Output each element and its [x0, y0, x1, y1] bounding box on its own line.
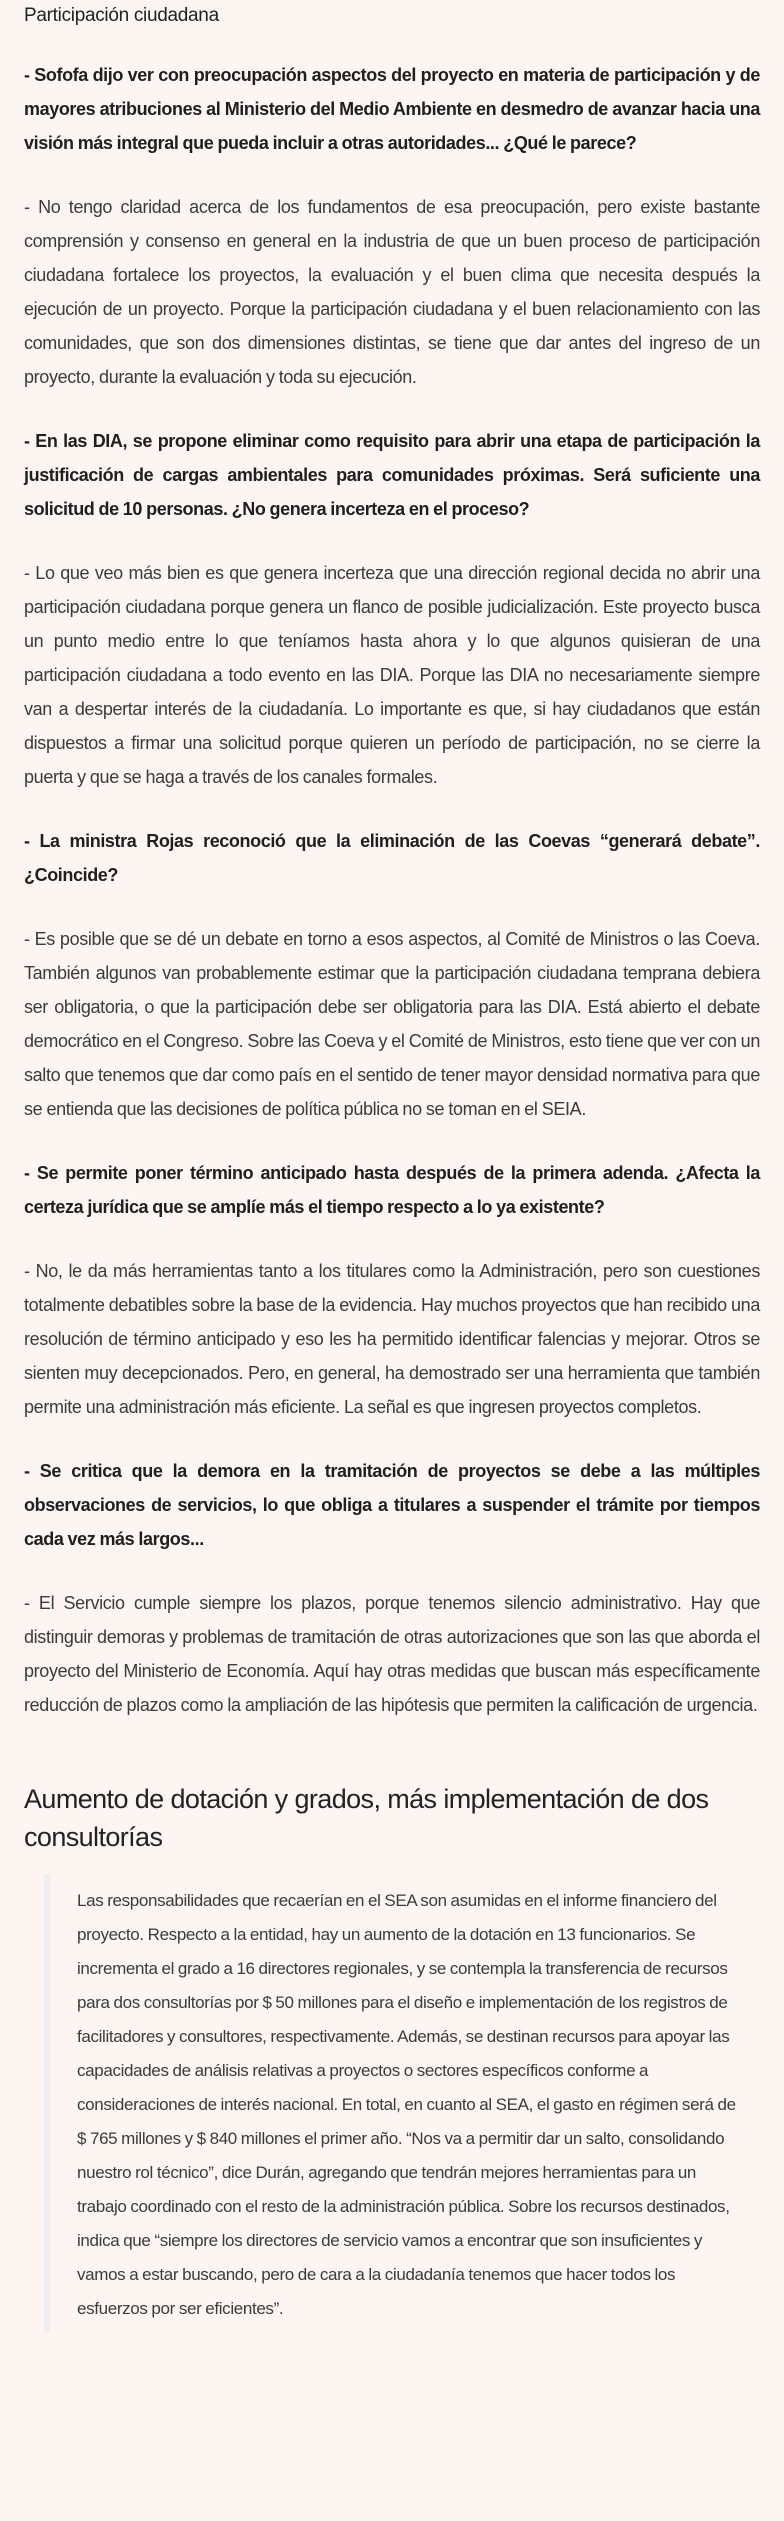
qa-item	[24, 58, 760, 394]
interview-answer: - Lo que veo más bien es que genera incerteza que una dirección regional decida no abrir una participación ciudadana porque genera un flanco de posible judicialización. Este proyecto busca un punto medio entre lo que teníamos hasta ahora y lo que algunos quisieran de una participación ciudadana a todo evento en las DIA. Porque las DIA no necesariamente siempre van a despertar interés de la ciudadanía. Lo importante es que, si hay ciudadanos que están dispuestos a firmar una solicitud porque quieren un período de participación, no se cierre la puerta y que se haga a través de los canales formales.	[24, 563, 760, 787]
qa-item	[24, 424, 760, 794]
qa-item	[24, 1454, 760, 1722]
interview-question: - Se permite poner término anticipado hasta después de la primera adenda. ¿Afecta la certeza jurídica que se amplíe más el tiempo respecto a lo ya existente?	[24, 1163, 760, 1217]
interview-question: - Sofofa dijo ver con preocupación aspectos del proyecto en materia de participación y de mayores atribuciones al Ministerio del Medio Ambiente en desmedro de avanzar hacia una visión más integral que pueda incluir a otras autoridades... ¿Qué le parece?	[24, 65, 760, 153]
qa-item	[24, 1156, 760, 1424]
qa-item	[24, 824, 760, 1126]
interview-question: - Se critica que la demora en la tramitación de proyectos se debe a las múltiples observaciones de servicios, lo que obliga a titulares a suspender el trámite por tiempos cada vez más largos...	[24, 1461, 760, 1549]
section-label: Participación ciudadana	[24, 5, 219, 26]
sidebar-blockquote	[44, 1874, 760, 2332]
interview-answer: - No, le da más herramientas tanto a los titulares como la Administración, pero son cuestiones totalmente debatibles sobre la base de la evidencia. Hay muchos proyectos que han recibido una resolución de término anticipado y eso les ha permitido identificar falencias y mejorar. Otros se sienten muy decepcionados. Pero, en general, ha demostrado ser una herramienta que también permite una administración más eficiente. La señal es que ingresen proyectos completos.	[24, 1261, 760, 1417]
interview-answer: - El Servicio cumple siempre los plazos, porque tenemos silencio administrativo. Hay que distinguir demoras y problemas de tramitación de otras autorizaciones que son las que aborda el proyecto del Ministerio de Economía. Aquí hay otras medidas que buscan más específicamente reducción de plazos como la ampliación de las hipótesis que permiten la calificación de urgencia.	[24, 1593, 760, 1715]
interview-answer: - No tengo claridad acerca de los fundamentos de esa preocupación, pero existe bastante comprensión y consenso en general en la industria de que un buen proceso de participación ciudadana fortalece los proyectos, la evaluación y el buen clima que necesita después la ejecución de un proyecto. Porque la participación ciudadana y el buen relacionamiento con las comunidades, que son dos dimensiones distintas, se tiene que dar antes del ingreso de un proyecto, durante la evaluación y toda su ejecución.	[24, 197, 760, 387]
blockquote-text: Las responsabilidades que recaerían en el SEA son asumidas en el informe financiero del proyecto. Respecto a la entidad, hay un aumento de la dotación en 13 funcionarios. Se incrementa el grado a 16 directores regionales, y se contempla la transferencia de recursos para dos consultorías por $ 50 millones para el diseño e implementación de los registros de facilitadores y consultores, respectivamente. Además, se destinan recursos para apoyar las capacidades de análisis relativas a proyectos o sectores específicos conforme a consideraciones de interés nacional. En total, en cuanto al SEA, el gasto en régimen será de $ 765 millones y $ 840 millones el primer año. “Nos va a permitir dar un salto, consolidando nuestro rol técnico”, dice Durán, agregando que tendrán mejores herramientas para un trabajo coordinado con el resto de la administración pública. Sobre los recursos destinados, indica que “siempre los directores de servicio vamos a encontrar que son insuficientes y vamos a estar buscando, pero de cara a la ciudadanía tenemos que hacer todos los esfuerzos por ser eficientes”.	[77, 1891, 736, 2318]
interview-question: - En las DIA, se propone eliminar como requisito para abrir una etapa de participación la justificación de cargas ambientales para comunidades próximas. Será suficiente una solicitud de 10 personas. ¿No genera incerteza en el proceso?	[24, 431, 760, 519]
interview-question: - La ministra Rojas reconoció que la eliminación de las Coevas “generará debate”. ¿Coincide?	[24, 831, 760, 885]
section-subheading: Aumento de dotación y grados, más implementación de dos consultorías	[24, 1784, 709, 1852]
article-body	[0, 4, 784, 2332]
interview-answer: - Es posible que se dé un debate en torno a esos aspectos, al Comité de Ministros o las Coeva. También algunos van probablemente estimar que la participación ciudadana temprana debiera ser obligatoria, o que la participación debe ser obligatoria para las DIA. Está abierto el debate democrático en el Congreso. Sobre las Coeva y el Comité de Ministros, esto tiene que ver con un salto que tenemos que dar como país en el sentido de tener mayor densidad normativa para que se entienda que las decisiones de política pública no se toman en el SEIA.	[24, 929, 760, 1119]
